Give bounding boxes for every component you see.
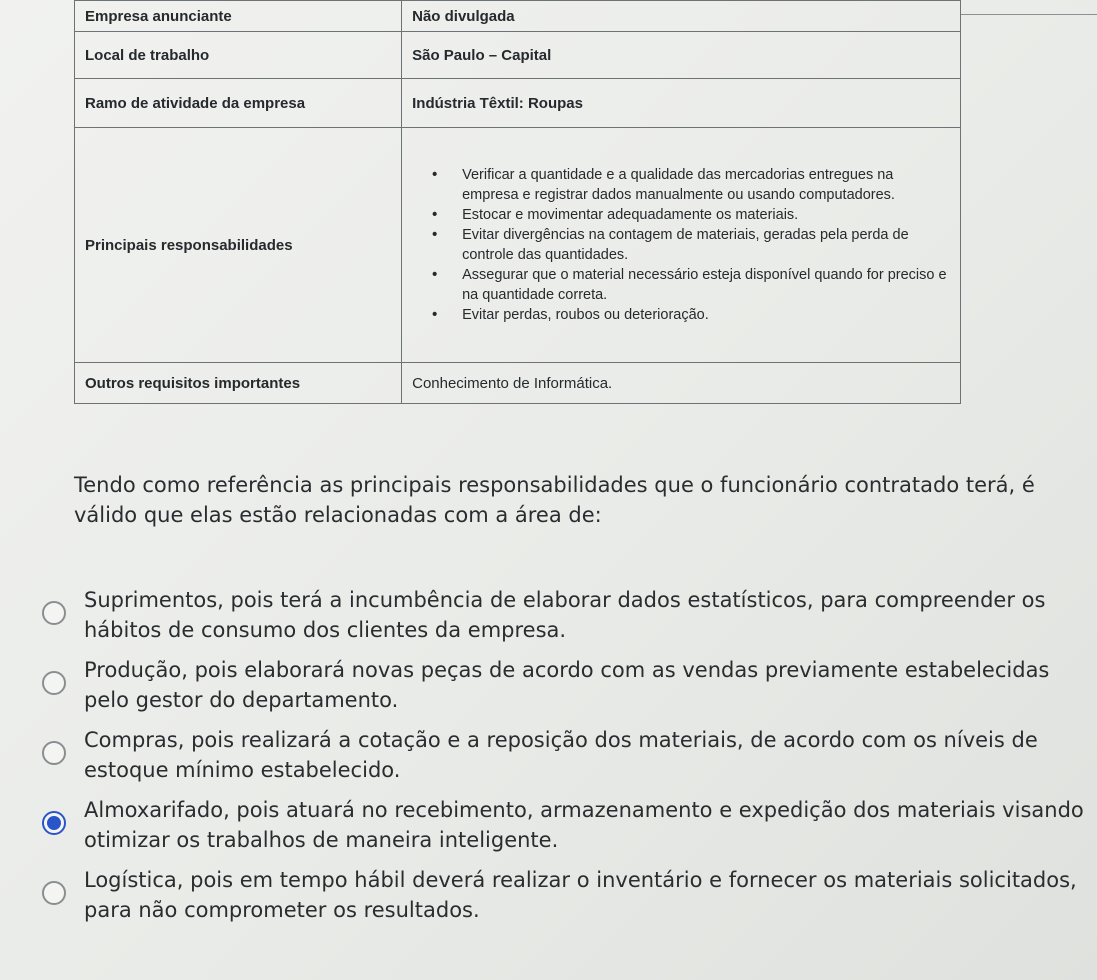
option-c[interactable] xyxy=(40,725,1090,795)
option-label[interactable]: Almoxarifado, pois atuará no recebimento, armazenamento e expedição dos materiais visando otimizar os trabalhos de maneira inteligente. xyxy=(84,798,1084,852)
list-item: • Assegurar que o material necessário esteja disponível quando for preciso e na quantidade correta. xyxy=(432,265,950,305)
responsibilities-list xyxy=(412,165,950,325)
option-d[interactable] xyxy=(40,795,1090,865)
label-outros: Outros requisitos importantes xyxy=(75,363,402,404)
radio-button[interactable] xyxy=(42,881,66,905)
table-row-empresa xyxy=(75,1,961,32)
option-label[interactable]: Compras, pois realizará a cotação e a reposição dos materiais, de acordo com os níveis de estoque mínimo estabelecido. xyxy=(84,728,1038,782)
job-info-table xyxy=(74,0,961,404)
answer-options xyxy=(40,585,1090,935)
table-row-responsabilidades xyxy=(75,128,961,363)
table-top-border-extension xyxy=(960,14,1097,15)
value-empresa: Não divulgada xyxy=(402,1,961,32)
option-label[interactable]: Produção, pois elaborará novas peças de acordo com as vendas previamente estabelecidas pelo gestor do departamento. xyxy=(84,658,1050,712)
list-item: • Evitar divergências na contagem de materiais, geradas pela perda de controle das quantidades. xyxy=(432,225,950,265)
radio-button[interactable] xyxy=(42,601,66,625)
radio-button[interactable] xyxy=(42,741,66,765)
table-row-outros xyxy=(75,363,961,404)
option-label[interactable]: Logística, pois em tempo hábil deverá realizar o inventário e fornecer os materiais solicitados, para não comprometer os resultados. xyxy=(84,868,1077,922)
label-ramo: Ramo de atividade da empresa xyxy=(75,79,402,128)
radio-button[interactable] xyxy=(42,671,66,695)
option-b[interactable] xyxy=(40,655,1090,725)
list-item: • Evitar perdas, roubos ou deterioração. xyxy=(432,305,950,325)
question-text: Tendo como referência as principais responsabilidades que o funcionário contratado terá, é válido que elas estão relacionadas com a área de: xyxy=(74,473,1035,527)
option-e[interactable] xyxy=(40,865,1090,935)
label-empresa: Empresa anunciante xyxy=(75,1,402,32)
list-item: • Estocar e movimentar adequadamente os materiais. xyxy=(432,205,950,225)
value-local: São Paulo – Capital xyxy=(402,32,961,79)
value-ramo: Indústria Têxtil: Roupas xyxy=(402,79,961,128)
label-responsabilidades: Principais responsabilidades xyxy=(75,128,402,363)
option-label[interactable]: Suprimentos, pois terá a incumbência de elaborar dados estatísticos, para compreender os hábitos de consumo dos clientes da empresa. xyxy=(84,588,1046,642)
label-local: Local de trabalho xyxy=(75,32,402,79)
radio-button-selected[interactable] xyxy=(42,811,66,835)
value-outros: Conhecimento de Informática. xyxy=(402,363,961,404)
list-item: • Verificar a quantidade e a qualidade das mercadorias entregues na empresa e registrar dados manualmente ou usando computadores. xyxy=(432,165,950,205)
option-a[interactable] xyxy=(40,585,1090,655)
value-responsabilidades xyxy=(402,128,961,363)
table-row-ramo xyxy=(75,79,961,128)
table-row-local xyxy=(75,32,961,79)
